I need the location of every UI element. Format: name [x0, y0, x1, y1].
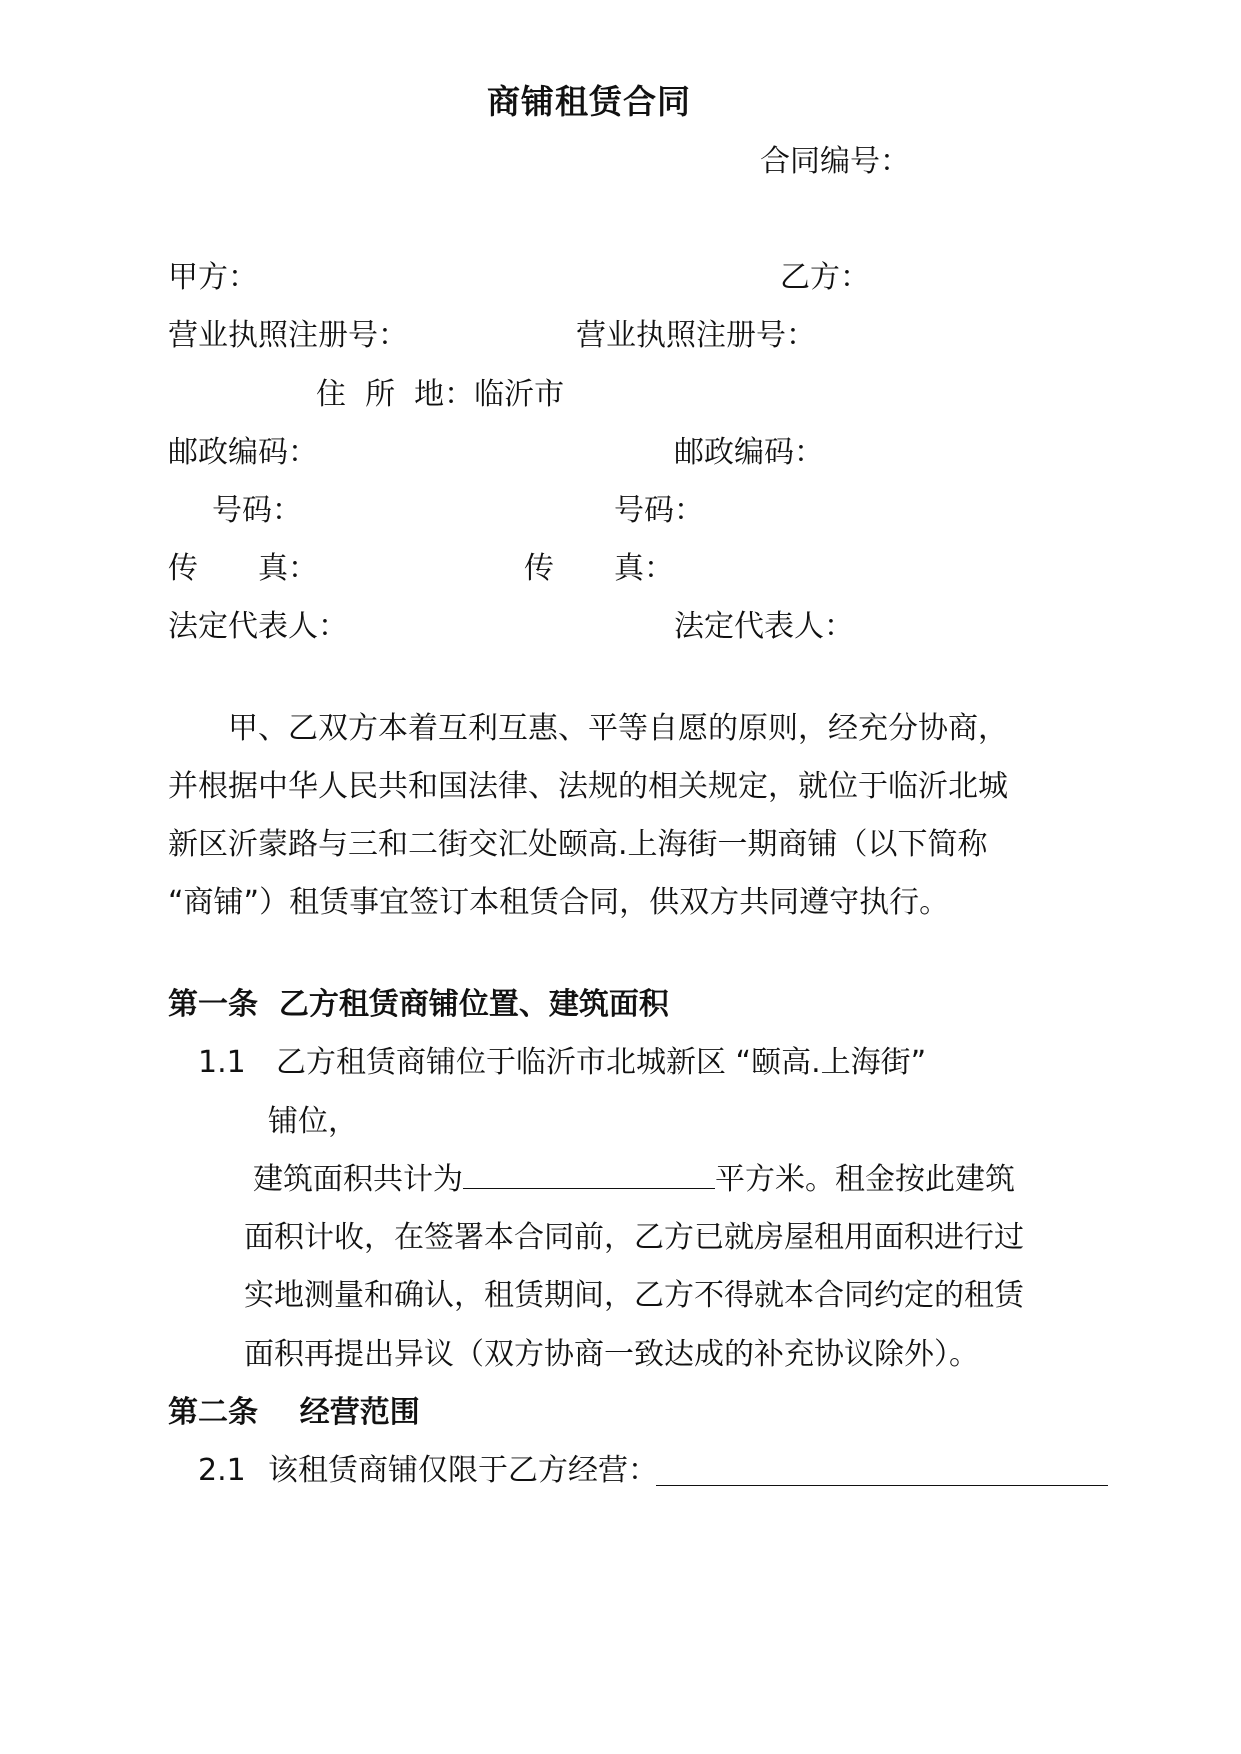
party-b-fax-label: 传 真： — [524, 551, 674, 586]
preamble-line: 并根据中华人民共和国法律、法规的相关规定，就位于临沂北城 — [168, 769, 1008, 804]
area-unit-text: 平方米。租金按此建筑 — [715, 1162, 1015, 1197]
clause-2-1-text: 该租赁商铺仅限于乙方经营： — [268, 1453, 658, 1488]
party-b-postcode-label: 邮政编码： — [674, 435, 824, 470]
article-1-heading: 第一条 乙方租赁商铺位置、建筑面积 — [168, 987, 669, 1022]
article-2-heading: 第二条 经营范围 — [168, 1395, 420, 1430]
party-a-license-label: 营业执照注册号： — [168, 318, 408, 353]
preamble-line: “商铺”）租赁事宜签订本租赁合同，供双方共同遵守执行。 — [168, 885, 950, 920]
clause-number: 2.1 — [198, 1453, 246, 1488]
clause-1-1-line: 乙方租赁商铺位于临沂市北城新区 “颐高.上海街” — [276, 1045, 927, 1080]
clause-number: 1.1 — [198, 1045, 246, 1080]
clause-1-1-line: 实地测量和确认，租赁期间，乙方不得就本合同约定的租赁 — [244, 1278, 1024, 1313]
clause-1-1-line: 铺位， — [268, 1104, 358, 1139]
clause-1-1-line: 面积计收，在签署本合同前，乙方已就房屋租用面积进行过 — [244, 1220, 1024, 1255]
business-scope-blank-field[interactable] — [656, 1485, 1108, 1486]
party-a-representative-label: 法定代表人： — [168, 609, 348, 644]
area-blank-field[interactable] — [463, 1160, 715, 1189]
party-a-address: 住 所 地：临沂市 — [316, 377, 565, 412]
preamble-line: 甲、乙双方本着互利互惠、平等自愿的原则，经充分协商， — [228, 711, 1008, 746]
contract-number-label: 合同编号： — [760, 144, 910, 179]
party-a-label: 甲方： — [168, 260, 258, 295]
party-a-fax-label: 传 真： — [168, 551, 318, 586]
clause-1-1-area-line — [253, 1160, 1015, 1200]
party-a-postcode-label: 邮政编码： — [168, 435, 318, 470]
party-a-phone-label: 号码： — [212, 493, 302, 528]
preamble-line: 新区沂蒙路与三和二街交汇处颐高.上海街一期商铺（以下简称 — [168, 827, 988, 862]
clause-1-1-line: 面积再提出异议（双方协商一致达成的补充协议除外）。 — [244, 1337, 979, 1372]
party-b-license-label: 营业执照注册号： — [576, 318, 816, 353]
document-title: 商铺租赁合同 — [487, 82, 691, 121]
party-b-label: 乙方： — [780, 260, 870, 295]
party-b-phone-label: 号码： — [614, 493, 704, 528]
area-label: 建筑面积共计为 — [253, 1162, 463, 1197]
party-b-representative-label: 法定代表人： — [674, 609, 854, 644]
